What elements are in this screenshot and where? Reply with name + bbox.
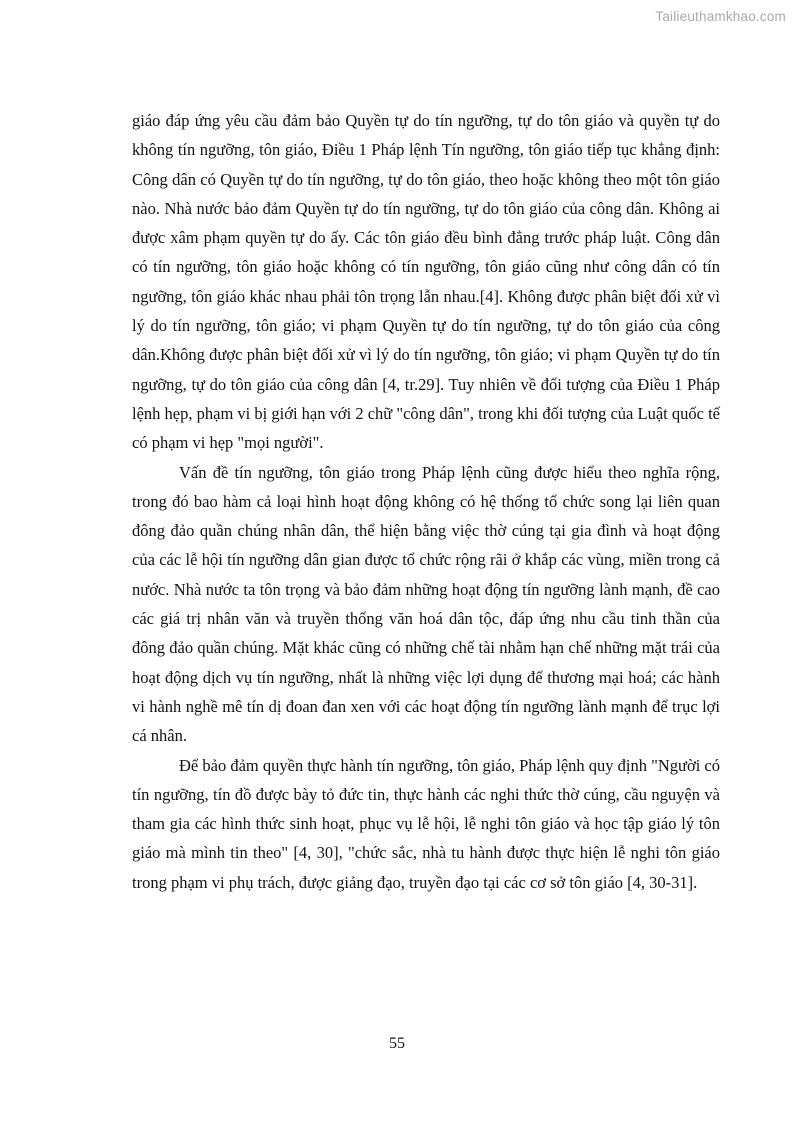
paragraph: Để bảo đảm quyền thực hành tín ngưỡng, tôn giáo, Pháp lệnh quy định "Người có tín ngưỡng, tín đồ được bày tỏ đức tin, thực hành các nghi thức thờ cúng, cầu nguyện và tham gia các hình thức sinh hoạt, phục vụ lễ hội, lễ nghi tôn giáo và học tập giáo lý tôn giáo mà mình tin theo" [4, 30], "chức sắc, nhà tu hành được thực hiện lễ nghi tôn giáo trong phạm vi phụ trách, được giảng đạo, truyền đạo tại các cơ sở tôn giáo [4, 30-31]. — [132, 755, 720, 892]
page-number: 55 — [389, 1035, 405, 1052]
page-text-block — [132, 106, 720, 897]
paragraph: Vấn đề tín ngưỡng, tôn giáo trong Pháp lệnh cũng được hiểu theo nghĩa rộng, trong đó bao hàm cả loại hình hoạt động không có hệ thống tổ chức song lại liên quan đông đảo quần chúng nhân dân, thể hiện bằng việc thờ cúng tại gia đình và hoạt động của các lễ hội tín ngưỡng dân gian được tổ chức rộng rãi ở khắp các vùng, miền trong cả nước. Nhà nước ta tôn trọng và bảo đảm những hoạt động tín ngưỡng lành mạnh, đề cao các giá trị nhân văn và truyền thống văn hoá dân tộc, đáp ứng nhu cầu tinh thần của đông đảo quần chúng. Mặt khác cũng có những chế tài nhằm hạn chế những mặt trái của hoạt động dịch vụ tín ngưỡng, nhất là những việc lợi dụng để thương mại hoá; các hành vi hành nghề mê tín dị đoan đan xen với các hoạt động tín ngưỡng lành mạnh để trục lợi cá nhân. — [132, 462, 720, 746]
paragraph-continued: giáo đáp ứng yêu cầu đảm bảo Quyền tự do tín ngưỡng, tự do tôn giáo và quyền tự do không tín ngưỡng, tôn giáo, Điều 1 Pháp lệnh Tín ngưỡng, tôn giáo tiếp tục khẳng định: Công dân có Quyền tự do tín ngưỡng, tự do tôn giáo, theo hoặc không theo một tôn giáo nào. Nhà nước bảo đảm Quyền tự do tín ngưỡng, tự do tôn giáo của công dân. Không ai được xâm phạm quyền tự do ấy. Các tôn giáo đều bình đẳng trước pháp luật. Công dân có tín ngưỡng, tôn giáo hoặc không có tín ngưỡng, tôn giáo cũng như công dân có tín ngưỡng, tôn giáo khác nhau phải tôn trọng lẫn nhau.[4]. Không được phân biệt đối xử vì lý do tín ngưỡng, tôn giáo; vi phạm Quyền tự do tín ngưỡng, tự do tôn giáo của công dân.Không được phân biệt đối xử vì lý do tín ngưỡng, tôn giáo; vi phạm Quyền tự do tín ngưỡng, tự do tôn giáo của công dân [4, tr.29]. Tuy nhiên về đối tượng của Điều 1 Pháp lệnh hẹp, phạm vi bị giới hạn với 2 chữ "công dân", trong khi đối tượng của Luật quốc tế có phạm vi hẹp "mọi người". — [132, 111, 720, 453]
watermark-site-name: Tailieuthamkhao.com — [655, 9, 786, 24]
